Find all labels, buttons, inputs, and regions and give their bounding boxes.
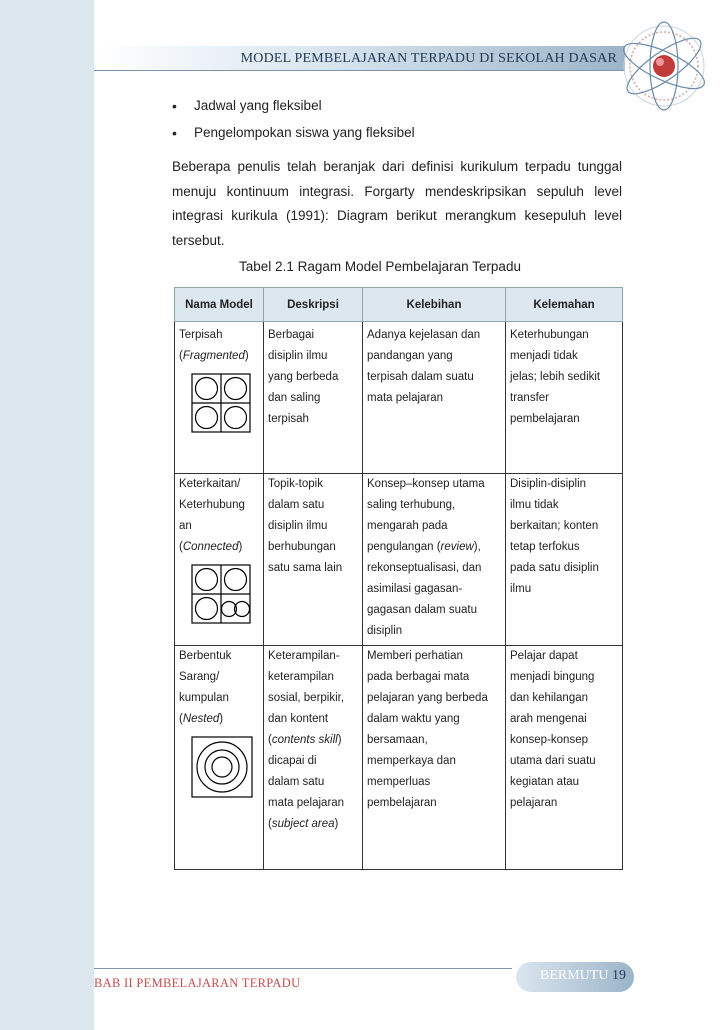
model-name-cell: Berbentuk Sarang/ kumpulan (Nested) xyxy=(175,646,264,870)
model-name-cell: Terpisah (Fragmented) xyxy=(175,322,264,474)
bullet-text: Pengelompokan siswa yang fleksibel xyxy=(194,125,415,140)
table-row xyxy=(175,474,623,646)
list-item xyxy=(172,119,415,146)
advantages-cell: Memberi perhatian pada berbagai mata pelajaran yang berbeda dalam waktu yang bersamaan, memperkaya dan memperluas pembelajaran xyxy=(363,646,506,870)
bullet-text: Jadwal yang fleksibel xyxy=(194,98,322,113)
table-row xyxy=(175,646,623,870)
column-header: Kelebihan xyxy=(363,288,506,322)
description-cell: Berbagai disiplin ilmu yang berbeda dan saling terpisah xyxy=(264,322,363,474)
models-table xyxy=(174,287,623,870)
bullet-list xyxy=(172,92,415,146)
page-number: 19 xyxy=(612,968,626,983)
column-header: Deskripsi xyxy=(264,288,363,322)
body-paragraph: Beberapa penulis telah beranjak dari definisi kurikulum terpadu tunggal menuju kontinuum integrasi. Forgarty mendeskripsikan sepuluh level integrasi kurikula (1991): Diagram berikut merangkum kesepuluh level tersebut. xyxy=(172,159,622,248)
disadvantages-cell: Disiplin-disiplin ilmu tidak berkaitan; konten tetap terfokus pada satu disiplin ilmu xyxy=(506,474,623,646)
fragmented-diagram-icon xyxy=(191,373,251,433)
bullet-marker: • xyxy=(172,124,177,141)
running-header: MODEL PEMBELAJARAN TERPADU DI SEKOLAH DASAR xyxy=(240,51,617,66)
advantages-cell: Adanya kejelasan dan pandangan yang terpisah dalam suatu mata pelajaran xyxy=(363,322,506,474)
footer-rule xyxy=(94,968,512,969)
disadvantages-cell: Keterhubungan menjadi tidak jelas; lebih sedikit transfer pembelajaran xyxy=(506,322,623,474)
description-cell: Keterampilan- keterampilan sosial, berpikir, dan kontent (contents skill) dicapai di dalam satu mata pelajaran (subject area) xyxy=(264,646,363,870)
left-margin-strip xyxy=(0,0,94,1030)
header-rule xyxy=(94,70,625,71)
bullet-marker: • xyxy=(172,97,177,114)
atom-logo-icon xyxy=(614,16,714,116)
connected-diagram-icon xyxy=(191,564,251,624)
list-item xyxy=(172,92,415,119)
description-cell: Topik-topik dalam satu disiplin ilmu berhubungan satu sama lain xyxy=(264,474,363,646)
column-header: Nama Model xyxy=(175,288,264,322)
disadvantages-cell: Pelajar dapat menjadi bingung dan kehilangan arah mengenai konsep-konsep utama dari suatu kegiatan atau pelajaran xyxy=(506,646,623,870)
table-caption: Tabel 2.1 Ragam Model Pembelajaran Terpadu xyxy=(239,259,521,274)
column-header: Kelemahan xyxy=(506,288,623,322)
nested-diagram-icon xyxy=(191,736,253,798)
advantages-cell: Konsep–konsep utama saling terhubung, mengarah pada pengulangan (review), rekonseptualisasi, dan asimilasi gagasan- gagasan dalam suatu disiplin xyxy=(363,474,506,646)
model-name-cell: Keterkaitan/ Keterhubung an (Connected) xyxy=(175,474,264,646)
footer-chapter: BAB II PEMBELAJARAN TERPADU xyxy=(94,976,301,990)
table-header-row xyxy=(175,288,623,322)
footer-brand: BERMUTU xyxy=(540,968,609,983)
table-row xyxy=(175,322,623,474)
